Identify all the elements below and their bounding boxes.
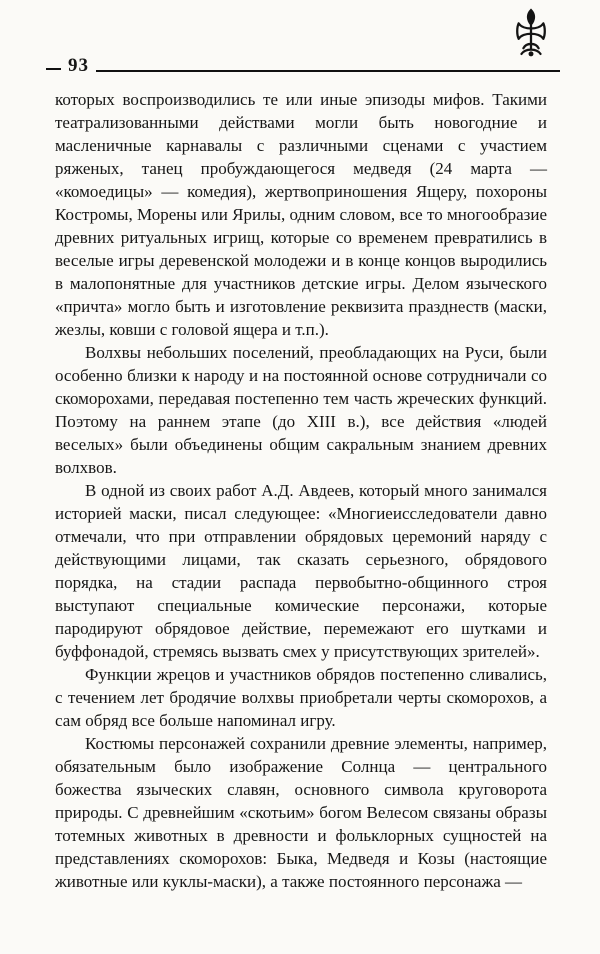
page-text [55, 88, 547, 893]
paragraph: В одной из своих работ А.Д. Авдеев, который много занимался историей маски, писал следующее: «Многиеисследователи давно отмечали, что при отправлении обрядовых церемоний наряду с действующими лицами, так сказать серьезного, обрядового порядка, на стадии распада первобытно-общинного строя выступают специальные комические персонажи, которые пародируют обрядовое действие, перемежают его шутками и буффонадой, стремясь вызвать смех у присутствующих зрителей». [55, 481, 547, 661]
page-number: 93 [68, 55, 89, 76]
paragraph: которых воспроизводились те или иные эпизоды мифов. Такими театрализованными действами могли быть новогодние и масленичные карнавалы с различными сценами с участием ряженых, танец пробуждающегося медведя (24 марта — «комоедицы» — комедия), жертвоприношения Ящеру, похороны Костромы, Морены или Ярилы, одним словом, все то многообразие древних ритуальных игрищ, которые со временем превратились в веселые игры деревенской молодежи и в конце концов выродились в малопонятные для участников детские игры. Делом языческого «причта» могло быть и изготовление реквизита празднеств (маски, жезлы, ковши с головой ящера и т.п.). [55, 90, 547, 339]
paragraph: Волхвы небольших поселений, преобладающих на Руси, были особенно близки к народу и на постоянной основе сотрудничали со скоморохами, передавая постепенно тем часть жреческих функций. Поэтому на раннем этапе (до XIII в.), все действия «людей веселых» были объединены общим сакральным знанием древних волхвов. [55, 343, 547, 477]
paragraph: Функции жрецов и участников обрядов постепенно сливались, с течением лет бродячие волхвы приобретали черты скоморохов, а сам обряд все больше напоминал игру. [55, 665, 547, 730]
paragraph: Костюмы персонажей сохранили древние элементы, например, обязательным было изображение Солнца — центрального божества языческих славян, основного символа круговорота природы. С древнейшим «скотьим» богом Велесом связаны образы тотемных животных в древности и фольклорных сущностей на представлениях скоморохов: Быка, Медведя и Козы (настоящие животные или куклы-маски), а также постоянного персонажа — [55, 734, 547, 891]
header-dash [46, 68, 61, 70]
header-rule [96, 70, 560, 72]
page-header [46, 56, 560, 75]
publisher-emblem-icon [512, 6, 550, 60]
